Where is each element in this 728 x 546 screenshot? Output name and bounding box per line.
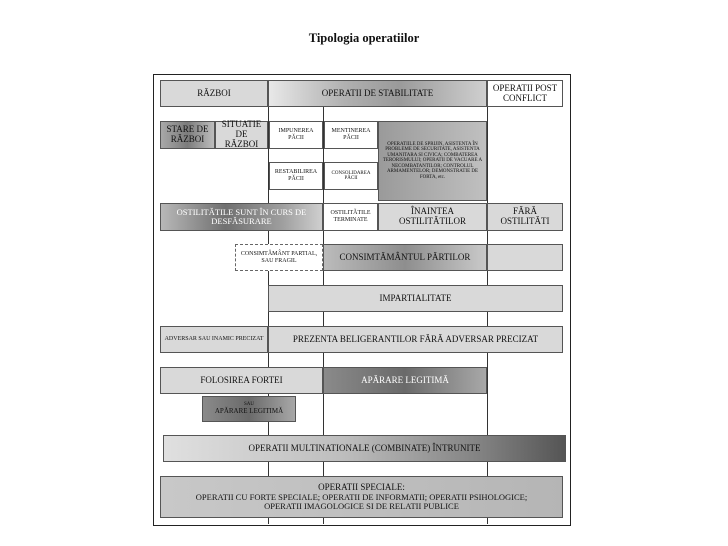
sau-aparare-legitima-box — [202, 396, 296, 422]
consolidarea-pacii-box: CONSOLIDAREA PĂCII — [324, 162, 378, 190]
folosirea-fortei-box: FOLOSIREA FORTEI — [160, 367, 323, 394]
consimtamantul-partilor-box: CONSIMTĂMÂNTUL PĂRTILOR — [323, 244, 487, 271]
operatii-speciale-box — [160, 476, 563, 518]
stare-de-razboi-box: STARE DE RĂZBOI — [160, 121, 215, 149]
inaintea-ostilitatilor-box: ÎNAINTEA OSTILITĂTILOR — [378, 203, 487, 231]
aparare-legitima-small-label: APĂRARE LEGITIMĂ — [214, 406, 284, 415]
adversar-inamic-box: ADVERSAR SAU INAMIC PRECIZAT — [160, 326, 268, 353]
fara-ostilitati-box: FĂRĂ OSTILITĂTI — [487, 203, 563, 231]
operatii-multinationale-box: OPERATII MULTINATIONALE (COMBINATE) ÎNTRUNITE — [163, 435, 566, 462]
operatii-speciale-line2: OPERATII IMAGOLOGICE SI DE RELATII PUBLICE — [264, 500, 459, 511]
ostilitatile-in-curs-box: OSTILITĂTILE SUNT ÎN CURS DE DESFĂSURARE — [160, 203, 323, 231]
aparare-legitima-box: APĂRARE LEGITIMĂ — [323, 367, 487, 394]
operatiile-de-sprijin-box: OPERATIILE DE SPRIJIN, ASISTENTA ÎN PROBLEME DE SECURITATE, ASISTENTA UMANITARA SI CIVICA; COMBATEREA TERORISMULUI; OPERATII DE VACUARE A NECOMBATANTILOR; CONTROLUL ARMAMENTELOR; DEMONSTRATIE DE FORTA, etc. — [378, 121, 487, 201]
consimtamantul-partilor-extension — [487, 244, 563, 271]
razboi-box: RĂZBOI — [160, 80, 268, 107]
diagram-title: Tipologia operatiilor — [308, 31, 420, 45]
operatii-post-conflict-box: OPERATII POST CONFLICT — [487, 80, 563, 107]
impunerea-pacii-box: IMPUNEREA PĂCII — [269, 121, 323, 149]
operatii-speciale-line1: OPERATII CU FORTE SPECIALE; OPERATII DE INFORMATII; OPERATII PSIHOLOGICE; — [195, 491, 528, 502]
impartialitate-box: IMPARTIALITATE — [268, 285, 563, 312]
sau-label: SAU — [243, 402, 254, 408]
situatie-de-razboi-box: SITUATIE DE RĂZBOI — [215, 121, 268, 149]
consimtamant-partial-box: CONSIMTĂMÂNT PARTIAL, SAU FRAGIL — [235, 244, 323, 271]
restabilirea-pacii-box: RESTABILIREA PĂCII — [269, 162, 323, 190]
mentinerea-pacii-box: MENTINEREA PĂCII — [324, 121, 378, 149]
operatii-speciale-title: OPERATII SPECIALE: — [318, 481, 405, 492]
operatii-stabilitate-box: OPERATII DE STABILITATE — [268, 80, 487, 107]
prezenta-beligerantilor-box: PREZENTA BELIGERANTILOR FĂRĂ ADVERSAR PRECIZAT — [268, 326, 563, 353]
ostilitatile-terminate-box: OSTILITĂTILE TERMINATE — [323, 203, 378, 231]
